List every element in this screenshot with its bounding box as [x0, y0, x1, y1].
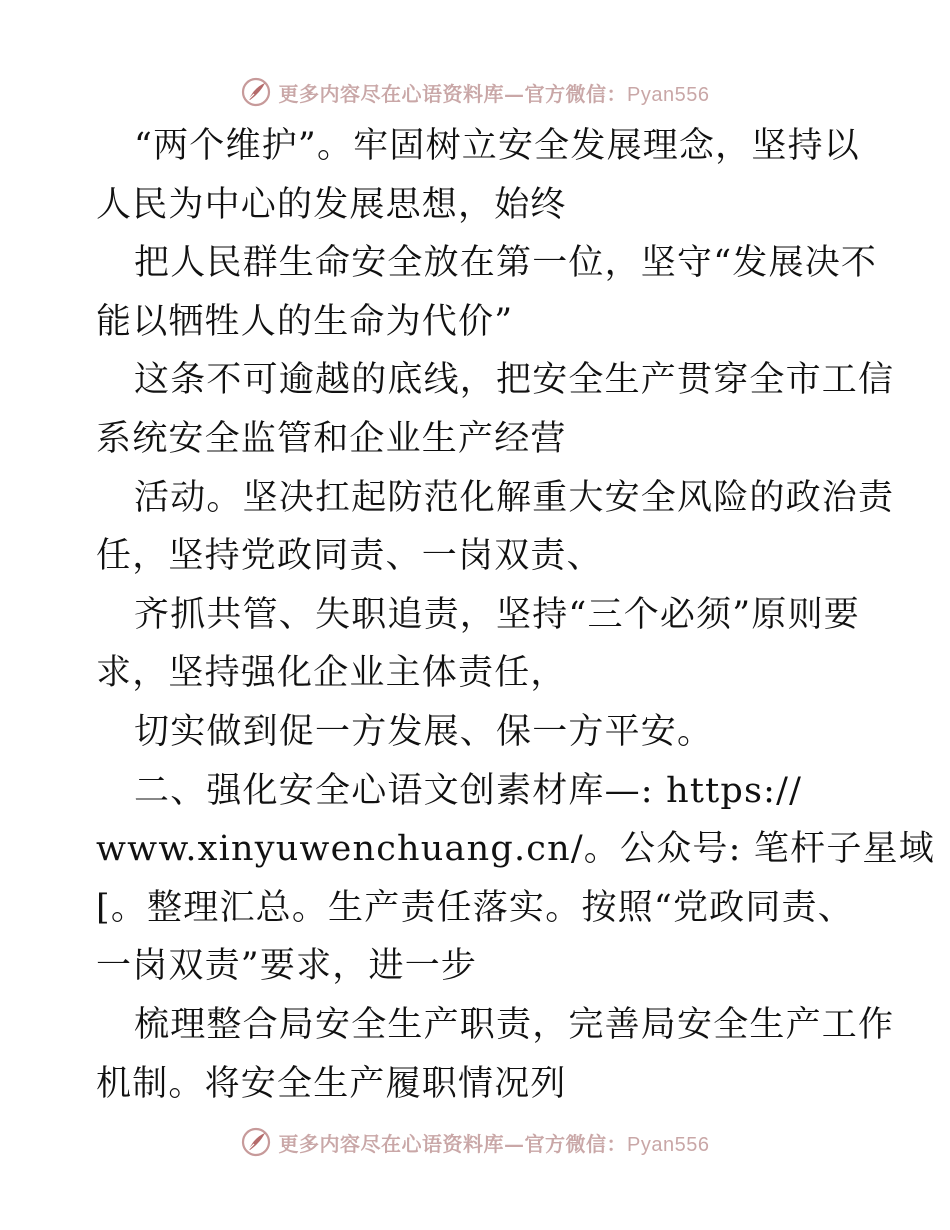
watermark-text: 更多内容尽在心语资料库—官方微信：Pyan556 [278, 81, 710, 106]
document-body [96, 117, 935, 1113]
text-line: 能以牺牲人的生命为代价” [96, 301, 514, 342]
quill-pen-logo-icon [241, 77, 271, 107]
text-line: 切实做到促一方发展、保一方平安。 [134, 711, 714, 752]
text-line: 齐抓共管、失职追责，坚持“三个必须”原则要 [134, 594, 860, 635]
quill-pen-logo-icon [241, 1127, 271, 1157]
text-line: “两个维护”。牢固树立安全发展理念，坚持以 [134, 126, 860, 166]
text-line: 系统安全监管和企业生产经营 [96, 418, 567, 459]
text-line: 机制。将安全生产履职情况列 [96, 1063, 567, 1104]
text-line: 这条不可逾越的底线，把安全生产贯穿全市工信 [134, 360, 895, 401]
footer-watermark [0, 1122, 950, 1162]
text-line: 二、强化安全心语文创素材库—: https:// [134, 770, 803, 811]
text-line: 求，坚持强化企业主体责任， [96, 653, 567, 694]
text-line: 人民为中心的发展思想，始终 [96, 184, 567, 225]
watermark-text: 更多内容尽在心语资料库—官方微信：Pyan556 [278, 1131, 710, 1156]
text-line: 把人民群生命安全放在第一位，坚守“发展决不 [134, 243, 878, 284]
text-line: 一岗双责”要求，进一步 [96, 946, 478, 987]
text-line: [。整理汇总。生产责任落实。按照“党政同责、 [96, 887, 854, 928]
text-line: 任，坚持党政同责、一岗双责、 [96, 536, 603, 577]
text-line: 活动。坚决扛起防范化解重大安全风险的政治责 [134, 477, 895, 518]
text-line: 梳理整合局安全生产职责，完善局安全生产工作 [134, 1004, 895, 1045]
text-line: www.xinyuwenchuang.cn/。公众号: 笔杆子星域 [96, 829, 935, 870]
header-watermark [0, 72, 950, 112]
